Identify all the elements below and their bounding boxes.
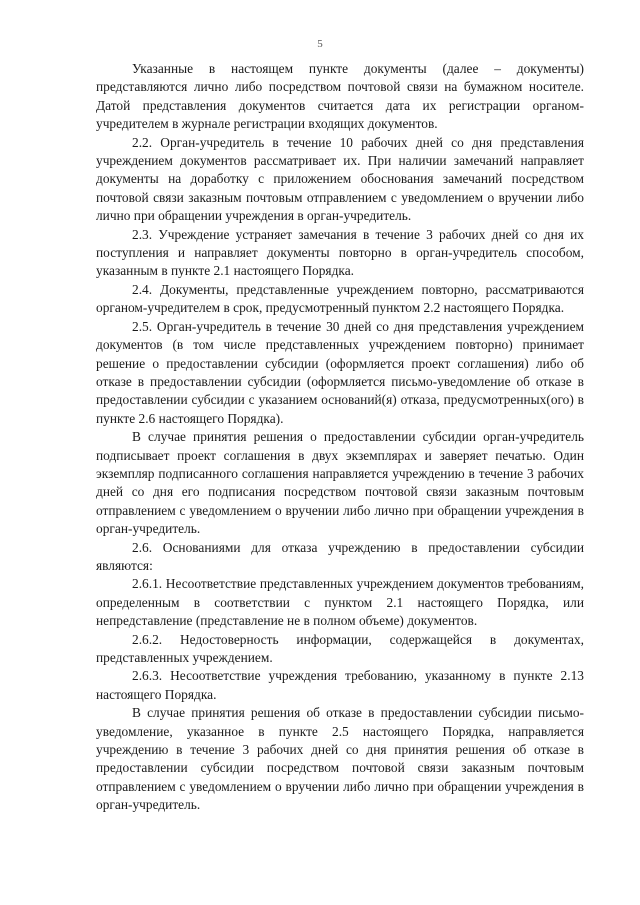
paragraph-2-6: 2.6. Основаниями для отказа учреждению в предоставлении субсидии являются: bbox=[96, 539, 584, 573]
document-body bbox=[96, 60, 584, 815]
page-number: 5 bbox=[317, 38, 323, 50]
paragraph-2-2: 2.2. Орган-учредитель в течение 10 рабочих дней со дня представления учреждением документов рассматривает их. При наличии замечаний направляет документы на доработку с приложением обоснования замечаний посредством почтовой связи заказным почтовым отправлением с уведомлением о вручении либо лично при обращении учреждения в орган-учредитель. bbox=[96, 134, 584, 224]
paragraph-2-5: 2.5. Орган-учредитель в течение 30 дней со дня представления учреждением документов (в том числе представленных учреждением повторно) принимает решение о предоставлении субсидии (оформляется проект соглашения) либо об отказе в предоставлении субсидии (оформляется письмо-уведомление об отказе в предоставлении субсидии с указанием оснований(я) отказа, предусмотренных(ого) в пункте 2.6 настоящего Порядка). bbox=[96, 318, 584, 426]
paragraph-documents-submission: Указанные в настоящем пункте документы (далее – документы) представляются лично либо посредством почтовой связи на бумажном носителе. Датой представления документов считается дата их регистрации органом-учредителем в журнале регистрации входящих документов. bbox=[96, 61, 584, 132]
paragraph-2-6-1: 2.6.1. Несоответствие представленных учреждением документов требованиям, определенным в соответствии с пунктом 2.1 настоящего Порядка, или непредставление (представление не в полном объеме) документов. bbox=[96, 576, 584, 629]
paragraph-2-4: 2.4. Документы, представленные учреждением повторно, рассматриваются органом-учредителем в срок, предусмотренный пунктом 2.2 настоящего Порядка. bbox=[96, 281, 584, 316]
paragraph-2-6-3: 2.6.3. Несоответствие учреждения требованию, указанному в пункте 2.13 настоящего Порядка. bbox=[96, 668, 584, 702]
paragraph-2-6-2: 2.6.2. Недостоверность информации, содержащейся в документах, представленных учреждением. bbox=[96, 631, 584, 665]
paragraph-2-3: 2.3. Учреждение устраняет замечания в течение 3 рабочих дней со дня их поступления и направляет документы повторно в орган-учредитель способом, указанным в пункте 2.1 настоящего Порядка. bbox=[96, 226, 584, 279]
paragraph-subsidy-approval: В случае принятия решения о предоставлении субсидии орган-учредитель подписывает проект соглашения в двух экземплярах и заверяет печатью. Один экземпляр подписанного соглашения направляется учреждению в течение 3 рабочих дней со дня его подписания посредством почтовой связи заказным почтовым отправлением с уведомлением о вручении либо лично при обращении учреждения в орган-учредитель. bbox=[96, 429, 584, 537]
paragraph-subsidy-refusal: В случае принятия решения об отказе в предоставлении субсидии письмо-уведомление, указанное в пункте 2.5 настоящего Порядка, направляется учреждению в течение 3 рабочих дней со дня принятия решения об отказе в предоставлении субсидии посредством почтовой связи заказным почтовым отправлением с уведомлением о вручении либо лично при обращении учреждения в орган-учредитель. bbox=[96, 705, 584, 813]
